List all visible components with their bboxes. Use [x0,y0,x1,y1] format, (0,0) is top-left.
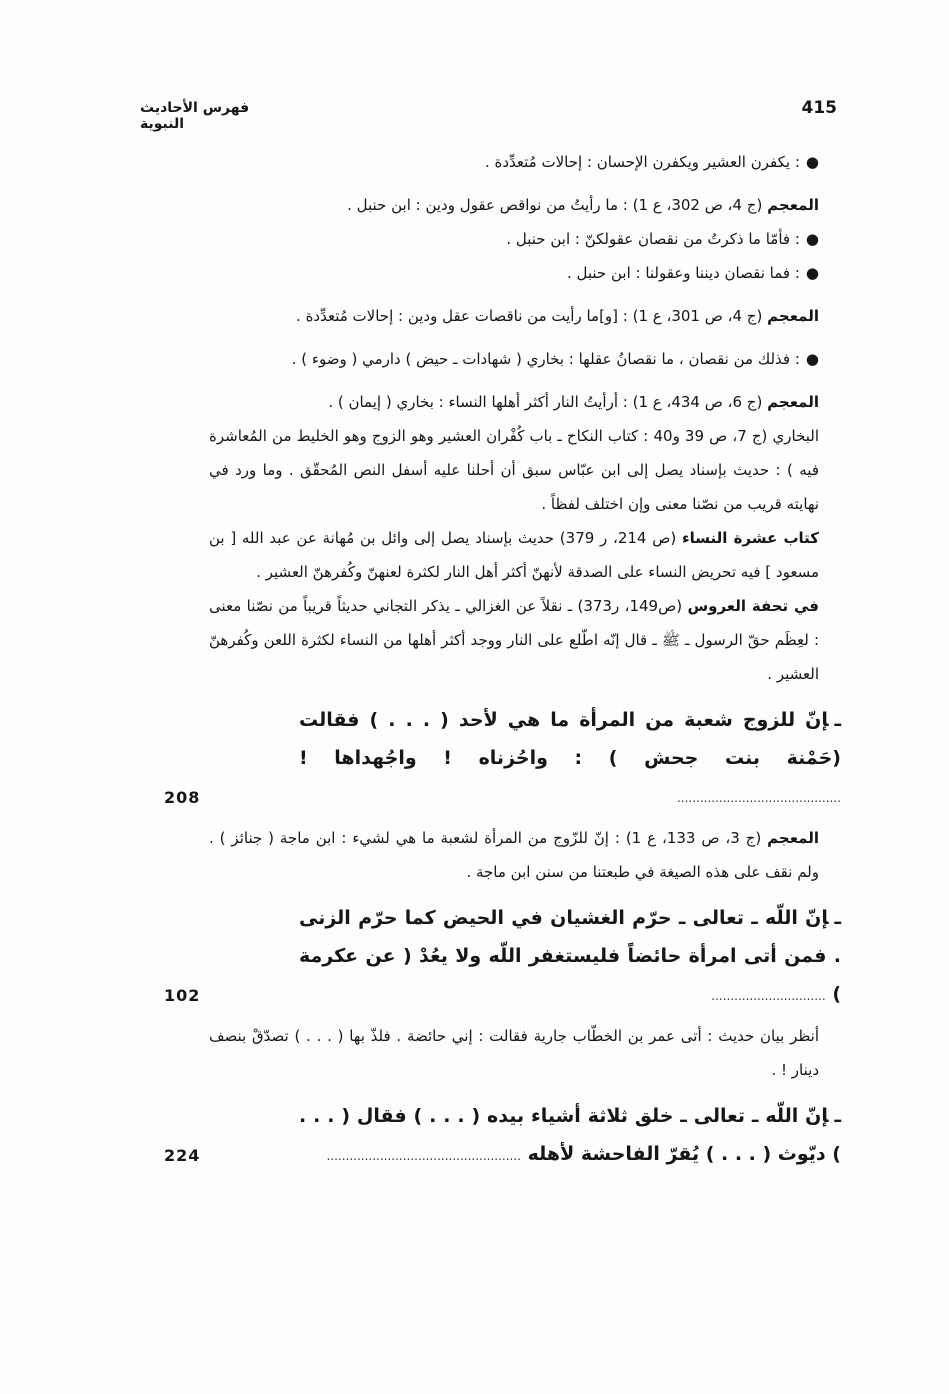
hadith-text: إنّ اللّه ـ تعالى ـ خلق ثلاثة أشياء بيده ( . . . ) فقال ( . . . ) ديّوث ( . . . ) يُقرّ الفاحشة لأهله [299,1105,841,1165]
index-entries [164,145,841,1175]
dash-marker: ـ [834,907,841,929]
plain-note [209,419,819,521]
reference-text: (ص 214، ر 379) حديث بإسناد يصل إلى وائل بن مُهانة عن عبد الله [ بن مسعود ] فيه تحريض النساء على الصدقة لأنهنّ أكثر أهل النار لكثرة لعنهنّ وكُفرهنّ العشير . [209,529,819,581]
leader-dots: ................................................... [326,1149,521,1163]
entry-text: يكفرن العشير ويكفرن الإحسان : إحالات مُتعدِّدة . [484,153,791,171]
entry-text: فما نقصان ديننا وعقولنا : ابن حنبل . [566,264,791,282]
reference-label: في تحفة العروس [687,597,819,615]
bullet-entry: ●: يكفرن العشير ويكفرن الإحسان : إحالات مُتعدِّدة . [484,153,819,171]
reference-label: المعجم [767,196,819,214]
reference-note [209,299,819,333]
entry-text: فذلك من نقصان ، ما نقصانُ عقلها : بخاري ( شهادات ـ حيض ) دارمي ( وضوء ) . [291,350,791,368]
dash-marker: ـ [834,709,841,731]
hadith-page-ref: 208 [164,788,201,807]
hadith-text: إنّ اللّه ـ تعالى ـ حرّم الغشيان في الحيض كما حرّم الزنى . فمن أتى امرأة حائضاً فليستغفر اللّه ولا يعُدْ ( عن عكرمة ) [299,907,841,1005]
bullet-icon: ● [805,264,819,282]
reference-note [209,589,819,691]
reference-label: المعجم [767,307,819,325]
reference-text: (ج 6، ص 434، ع 1) : أرأيتُ النار أكثر أهلها النساء : بخاري ( إيمان ) . [328,393,763,411]
plain-note [209,1019,819,1087]
leader-dots: .............................. [711,989,826,1003]
reference-text: (ج 4، ص 302، ع 1) : ما رأيتُ من نواقص عقول ودين : ابن حنبل . [347,196,763,214]
leader-dots: ........................................... [676,791,841,805]
hadith-text: إنّ للزوج شعبة من المرأة ما هي لأحد ( . . . ) فقالت (حَمْنة بنت جحش ) : واحُزناه ! واجُهداها ! [299,709,841,769]
dash-marker: ـ [834,1105,841,1127]
hadith-entry [164,701,841,817]
reference-label: المعجم [767,829,819,847]
bullet-entry: ●: فما نقصان ديننا وعقولنا : ابن حنبل . [566,264,819,282]
bullet-icon: ● [805,230,819,248]
note-text: أنظر بيان حديث : أتى عمر بن الخطّاب جارية فقالت : إني حائضة . فلذّ بها ( . . . ) تصدّقْ بنصف دينار ! . [209,1027,819,1079]
bullet-icon: ● [805,153,819,171]
reference-note [209,521,819,589]
reference-text: (ج 4، ص 301، ع 1) : [و]ما رأيت من ناقصات عقل ودين : إحالات مُتعدِّدة . [296,307,763,325]
reference-note [209,821,819,889]
note-text: البخاري (ج 7، ص 39 و40 : كتاب النكاح ـ باب كُفْران العشير وهو الزوج وهو الخليط من المُعاشرة فيه ) : حديث بإسناد يصل إلى ابن عبّاس سبق أن أحلنا عليه أسفل النص المُحقّق . وما ورد في نهايته قريب من نصّنا معنى وإن اختلف لفظاً . [209,427,820,513]
hadith-page-ref: 102 [164,986,201,1005]
reference-text: (ج 3، ص 133، ع 1) : إنّ للزّوج من المرأة لشعبة ما هي لشيء : ابن ماجة ( جنائز ) . ولم نقف على هذه الصيغة في طبعتنا من سنن ابن ماجة . [209,829,819,881]
reference-note [209,188,819,222]
reference-label: المعجم [767,393,819,411]
bullet-entry: ●: فأمّا ما ذكرتُ من نقصان عقولكنّ : ابن حنبل . [506,230,819,248]
hadith-entry [164,899,841,1015]
entry-text: فأمّا ما ذكرتُ من نقصان عقولكنّ : ابن حنبل . [506,230,791,248]
reference-text: (ص149، ر373) ـ نقلاً عن الغزالي ـ يذكر التجاني حديثاً قريباً من نصّنا معنى : لعِظَم حقّ الرسول ـ ﷺ ـ قال إنّه اطّلع على النار ووجد أكثر أهلها من النساء لكثرة اللعن وكُفرهنّ العشير . [209,597,819,683]
hadith-page-ref: 224 [164,1146,201,1165]
bullet-entry: ●: فذلك من نقصان ، ما نقصانُ عقلها : بخاري ( شهادات ـ حيض ) دارمي ( وضوء ) . [291,350,819,368]
running-header-title: فهرس الأحاديث النبوية [140,100,250,132]
reference-label: كتاب عشرة النساء [681,529,820,547]
bullet-icon: ● [805,350,819,368]
page-number: 415 [801,98,837,118]
reference-note [209,385,819,419]
hadith-entry [164,1097,841,1175]
